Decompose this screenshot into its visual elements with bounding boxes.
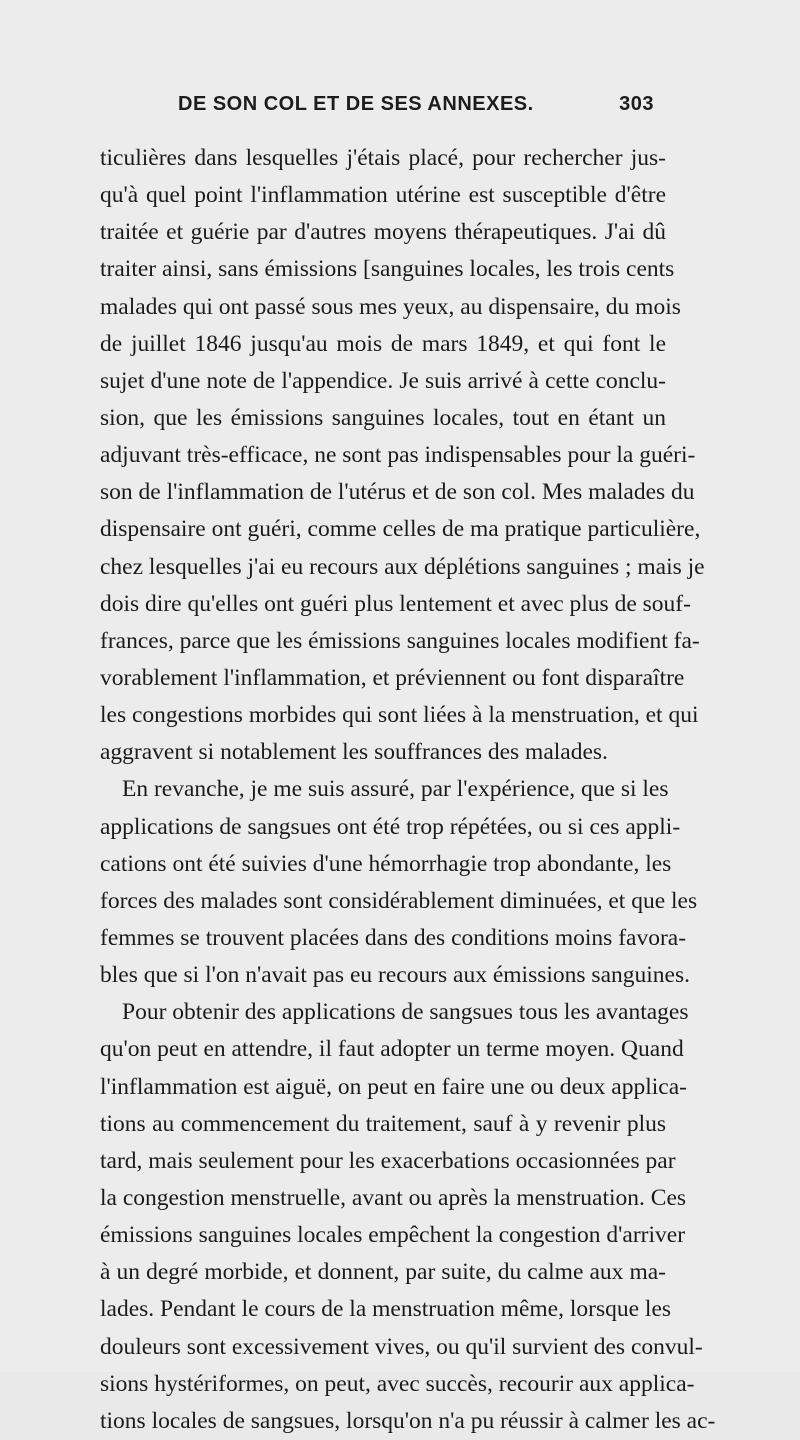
- text-line: traitée et guérie par d'autres moyens thérapeutiques. J'ai dû: [100, 219, 666, 246]
- text-line: douleurs sont excessivement vives, ou qu'il survient des convul-: [100, 1333, 703, 1360]
- text-line: son de l'inflammation de l'utérus et de son col. Mes malades du: [100, 479, 695, 506]
- text-line: forces des malades sont considérablement diminuées, et que les: [100, 887, 698, 914]
- text-line: chez lesquelles j'ai eu recours aux déplétions sanguines ; mais je: [100, 553, 705, 580]
- text-line: l'inflammation est aiguë, on peut en faire une ou deux applica-: [100, 1073, 687, 1100]
- text-line: à un degré morbide, et donnent, par suite, du calme aux ma-: [100, 1259, 666, 1286]
- text-line: applications de sangsues ont été trop répétées, ou si ces appli-: [100, 813, 681, 840]
- text-line: femmes se trouvent placées dans des conditions moins favora-: [100, 924, 687, 951]
- text-line: qu'à quel point l'inflammation utérine est susceptible d'être: [100, 182, 666, 209]
- text-line: dispensaire ont guéri, comme celles de ma pratique particulière,: [100, 516, 701, 543]
- paragraph-end-line: aggravent si notablement les souffrances des malades.: [100, 739, 608, 766]
- page-number: 303: [619, 93, 654, 115]
- text-line: tions locales de sangsues, lorsqu'on n'a pu réussir à calmer les ac-: [100, 1407, 716, 1434]
- text-line: adjuvant très-efficace, ne sont pas indispensables pour la guéri-: [100, 442, 696, 469]
- text-line: tard, mais seulement pour les exacerbations occasionnées par: [100, 1147, 676, 1174]
- paragraph-start-line: En revanche, je me suis assuré, par l'expérience, que si les: [122, 776, 669, 803]
- text-line: malades qui ont passé sous mes yeux, au dispensaire, du mois: [100, 293, 681, 320]
- text-line: émissions sanguines locales empêchent la congestion d'arriver: [100, 1222, 686, 1249]
- text-line: frances, parce que les émissions sanguines locales modifient fa-: [100, 627, 700, 654]
- text-line: sions hystériformes, on peut, avec succès, recourir aux applica-: [100, 1370, 695, 1397]
- text-line: sion, que les émissions sanguines locales, tout en étant un: [100, 404, 666, 431]
- text-line: tions au commencement du traitement, sauf à y revenir plus: [100, 1110, 666, 1137]
- text-line: de juillet 1846 jusqu'au mois de mars 1849, et qui font le: [100, 330, 666, 357]
- text-line: sujet d'une note de l'appendice. Je suis arrivé à cette conclu-: [100, 367, 666, 394]
- text-line: dois dire qu'elles ont guéri plus lentement et avec plus de souf-: [100, 590, 691, 617]
- text-line: ticulières dans lesquelles j'étais placé, pour rechercher jus-: [100, 145, 666, 171]
- running-head: [178, 93, 654, 119]
- body-text: [100, 140, 716, 1440]
- text-line: la congestion menstruelle, avant ou après la menstruation. Ces: [100, 1184, 687, 1211]
- text-line: lades. Pendant le cours de la menstruation même, lorsque les: [100, 1296, 672, 1323]
- text-line: bles que si l'on n'avait pas eu recours aux émissions sanguines.: [100, 962, 690, 989]
- paragraph-start-line: Pour obtenir des applications de sangsues tous les avantages: [122, 999, 689, 1026]
- running-head-title: DE SON COL ET DE SES ANNEXES.: [178, 93, 534, 115]
- text-line: vorablement l'inflammation, et préviennent ou font disparaître: [100, 664, 685, 691]
- text-line: cations ont été suivies d'une hémorrhagie trop abondante, les: [100, 850, 672, 877]
- text-line: les congestions morbides qui sont liées à la menstruation, et qui: [100, 702, 699, 729]
- text-line: traiter ainsi, sans émissions [sanguines locales, les trois cents: [100, 256, 675, 283]
- text-line: qu'on peut en attendre, il faut adopter un terme moyen. Quand: [100, 1036, 684, 1063]
